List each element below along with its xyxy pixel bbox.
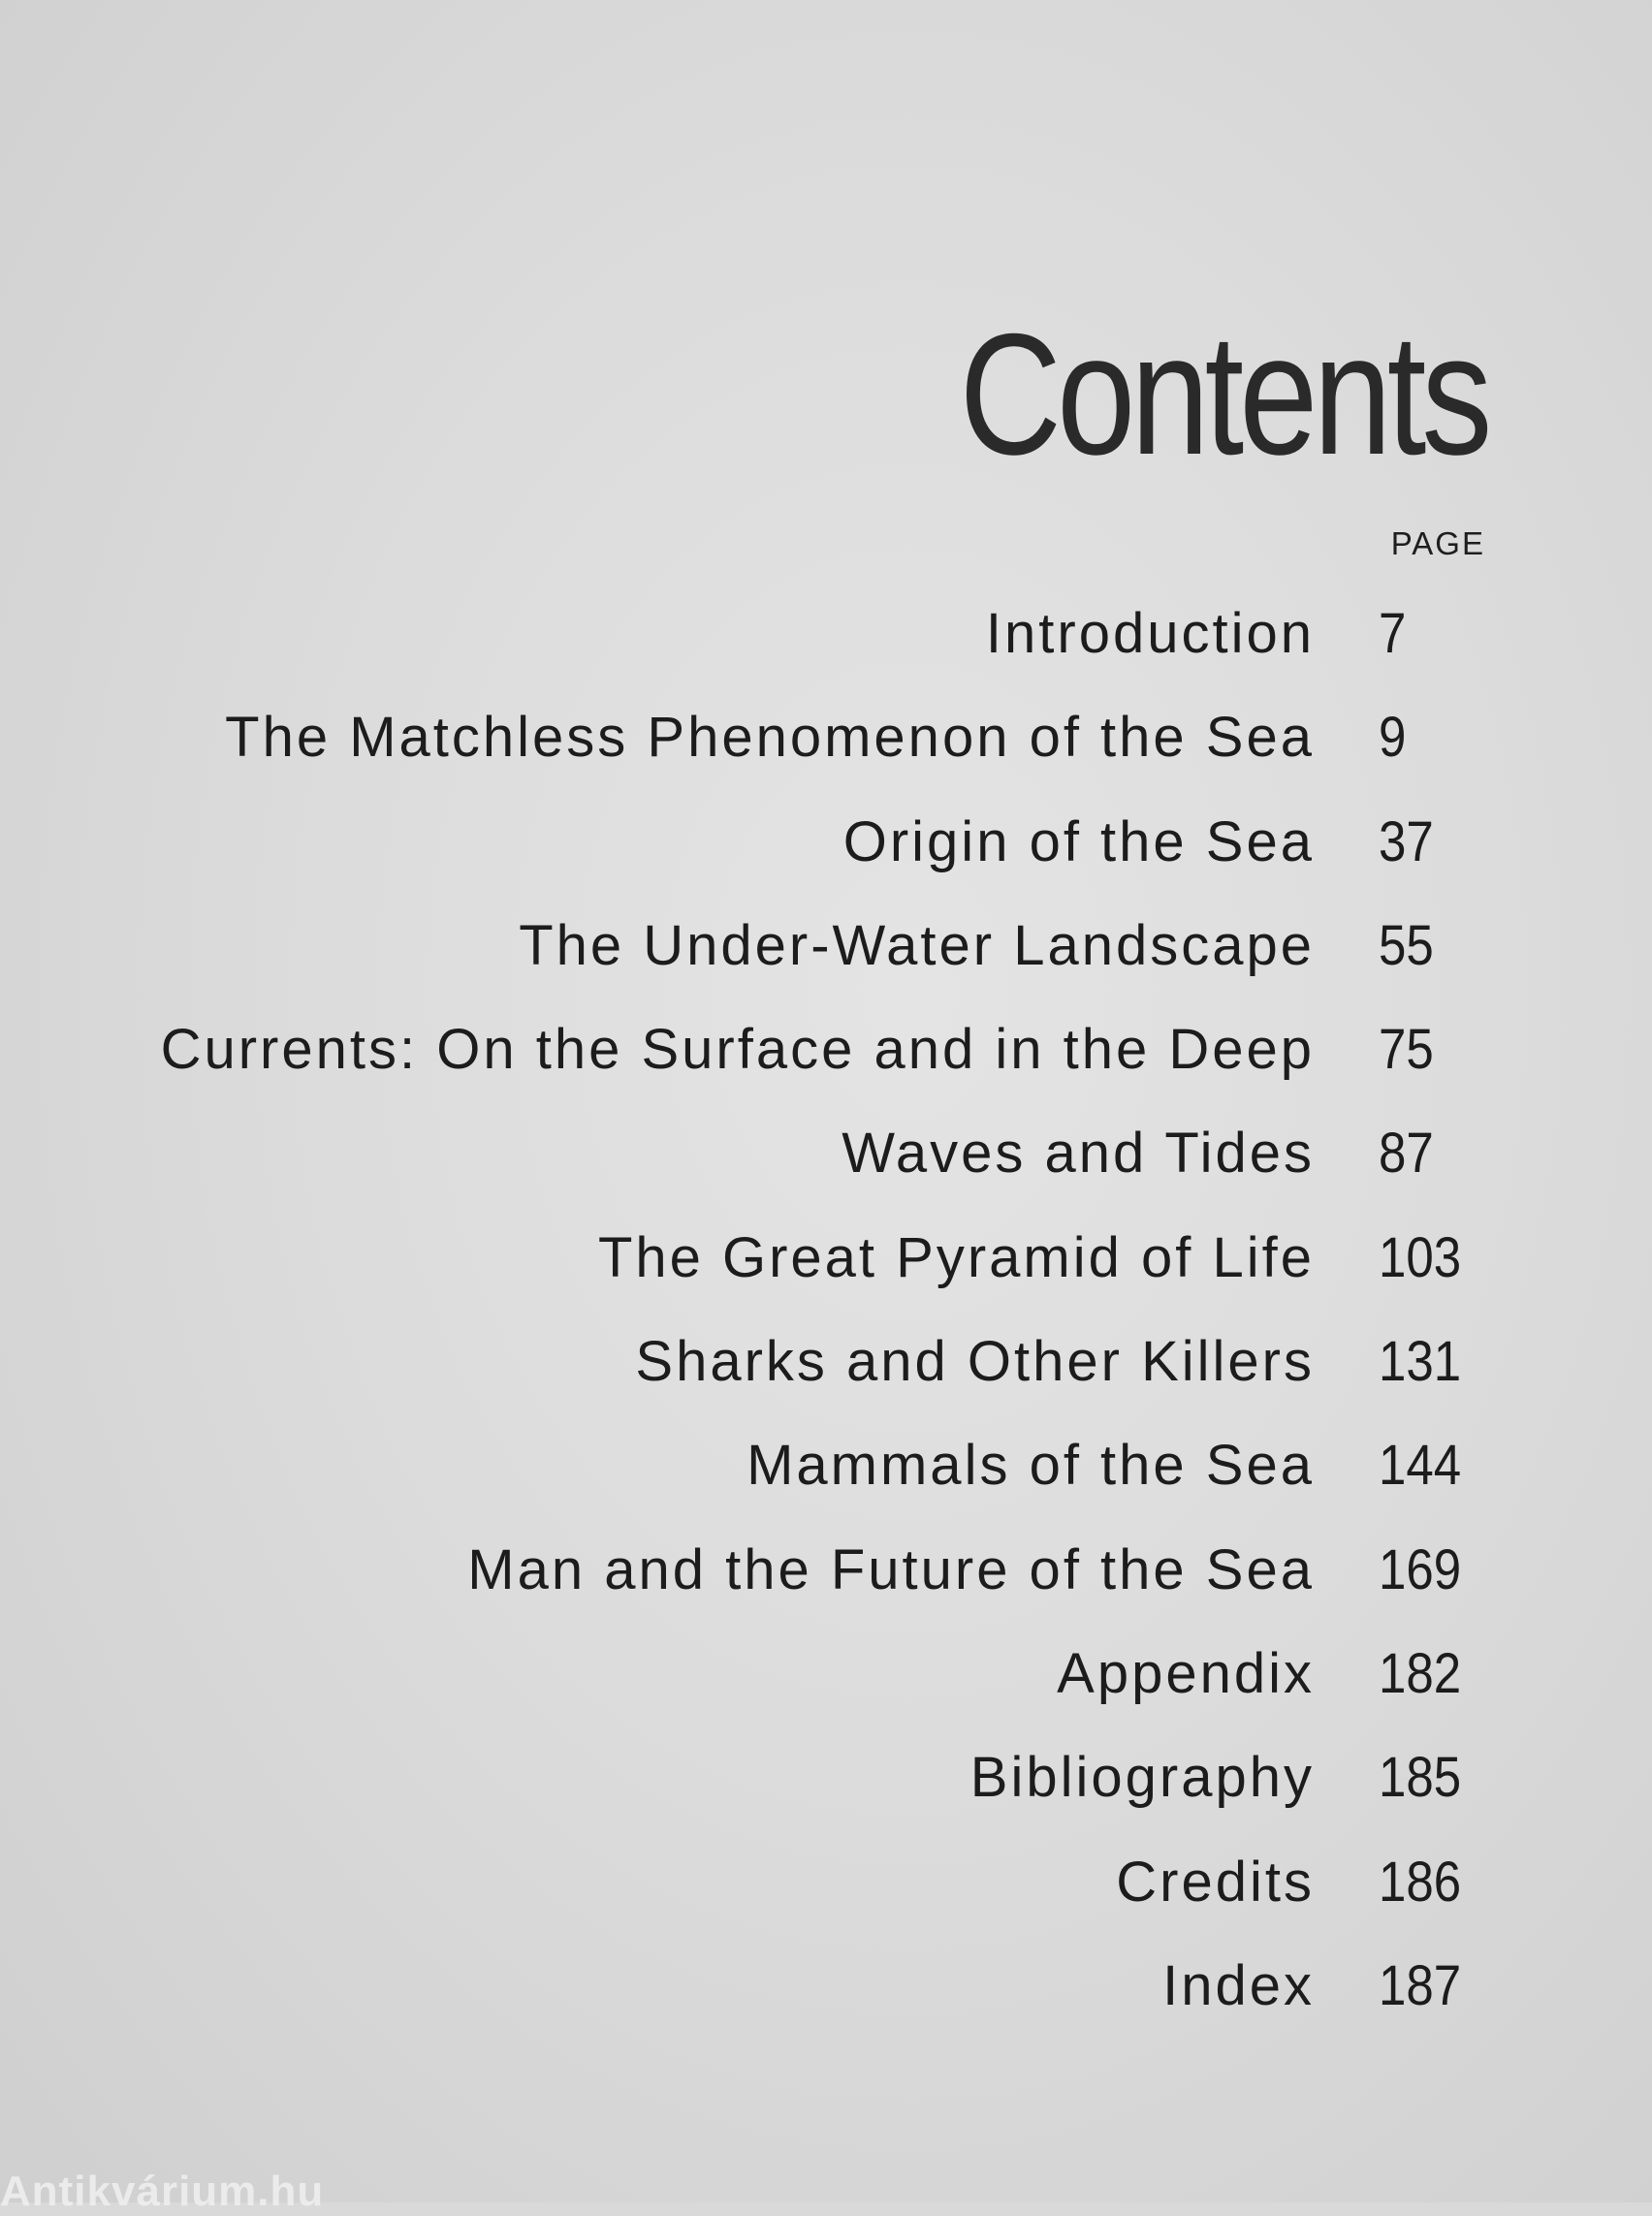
toc-entry	[0, 601, 1652, 705]
toc-entry	[0, 1745, 1652, 1849]
toc-entry-page: 185	[1379, 1746, 1462, 1810]
toc-entry-page: 187	[1379, 1953, 1462, 2017]
toc-entry	[0, 1121, 1652, 1224]
toc-entry-title: Man and the Future of the Sea	[467, 1537, 1315, 1601]
toc-entry-title: Origin of the Sea	[842, 809, 1315, 873]
toc-entry-title: Sharks and Other Killers	[635, 1330, 1315, 1394]
toc-entry-page: 75	[1379, 1018, 1434, 1082]
toc-entry-title: Introduction	[985, 602, 1315, 665]
toc-entry	[0, 1537, 1652, 1641]
toc-entry-title: The Matchless Phenomenon of the Sea	[225, 706, 1315, 770]
watermark-text: Antikvárium.hu	[0, 2168, 325, 2215]
toc-entry-page: 186	[1379, 1850, 1462, 1914]
toc-entry	[0, 1953, 1652, 2057]
toc-entry-title: Credits	[1116, 1850, 1315, 1914]
toc-entry	[0, 913, 1652, 1017]
toc-entry	[0, 1433, 1652, 1536]
toc-entry-title: Index	[1162, 1953, 1315, 2017]
toc-entry-title: Waves and Tides	[842, 1122, 1315, 1186]
toc-entry-page: 131	[1379, 1330, 1462, 1394]
toc-entry-page: 37	[1379, 809, 1434, 873]
toc-entry-title: Currents: On the Surface and in the Deep	[160, 1018, 1315, 1082]
toc-entry	[0, 1850, 1652, 1953]
toc-entry-title: The Under-Water Landscape	[519, 913, 1315, 977]
toc-entry-title: The Great Pyramid of Life	[597, 1225, 1315, 1289]
toc-entry	[0, 1641, 1652, 1745]
toc-entry-title: Mammals of the Sea	[747, 1434, 1315, 1498]
toc-entry-page: 169	[1379, 1537, 1462, 1601]
toc-entry-page: 87	[1379, 1122, 1434, 1186]
toc-entry-title: Appendix	[1057, 1641, 1315, 1705]
toc-entry-page: 7	[1379, 602, 1407, 665]
toc-entry-page: 103	[1379, 1225, 1462, 1289]
toc-entry-page: 144	[1379, 1434, 1462, 1498]
page-title: Contents	[959, 298, 1487, 491]
toc-entry	[0, 1017, 1652, 1121]
page-column-label: PAGE	[1390, 525, 1485, 561]
toc-entry-page: 9	[1379, 706, 1407, 770]
toc-entry	[0, 809, 1652, 913]
toc-entry	[0, 1225, 1652, 1329]
toc-entry-title: Bibliography	[969, 1746, 1315, 1810]
toc-entry-page: 55	[1379, 913, 1434, 977]
toc-entry	[0, 1329, 1652, 1433]
toc-entry-page: 182	[1379, 1641, 1462, 1705]
toc-entry	[0, 705, 1652, 808]
table-of-contents	[0, 601, 1652, 2057]
